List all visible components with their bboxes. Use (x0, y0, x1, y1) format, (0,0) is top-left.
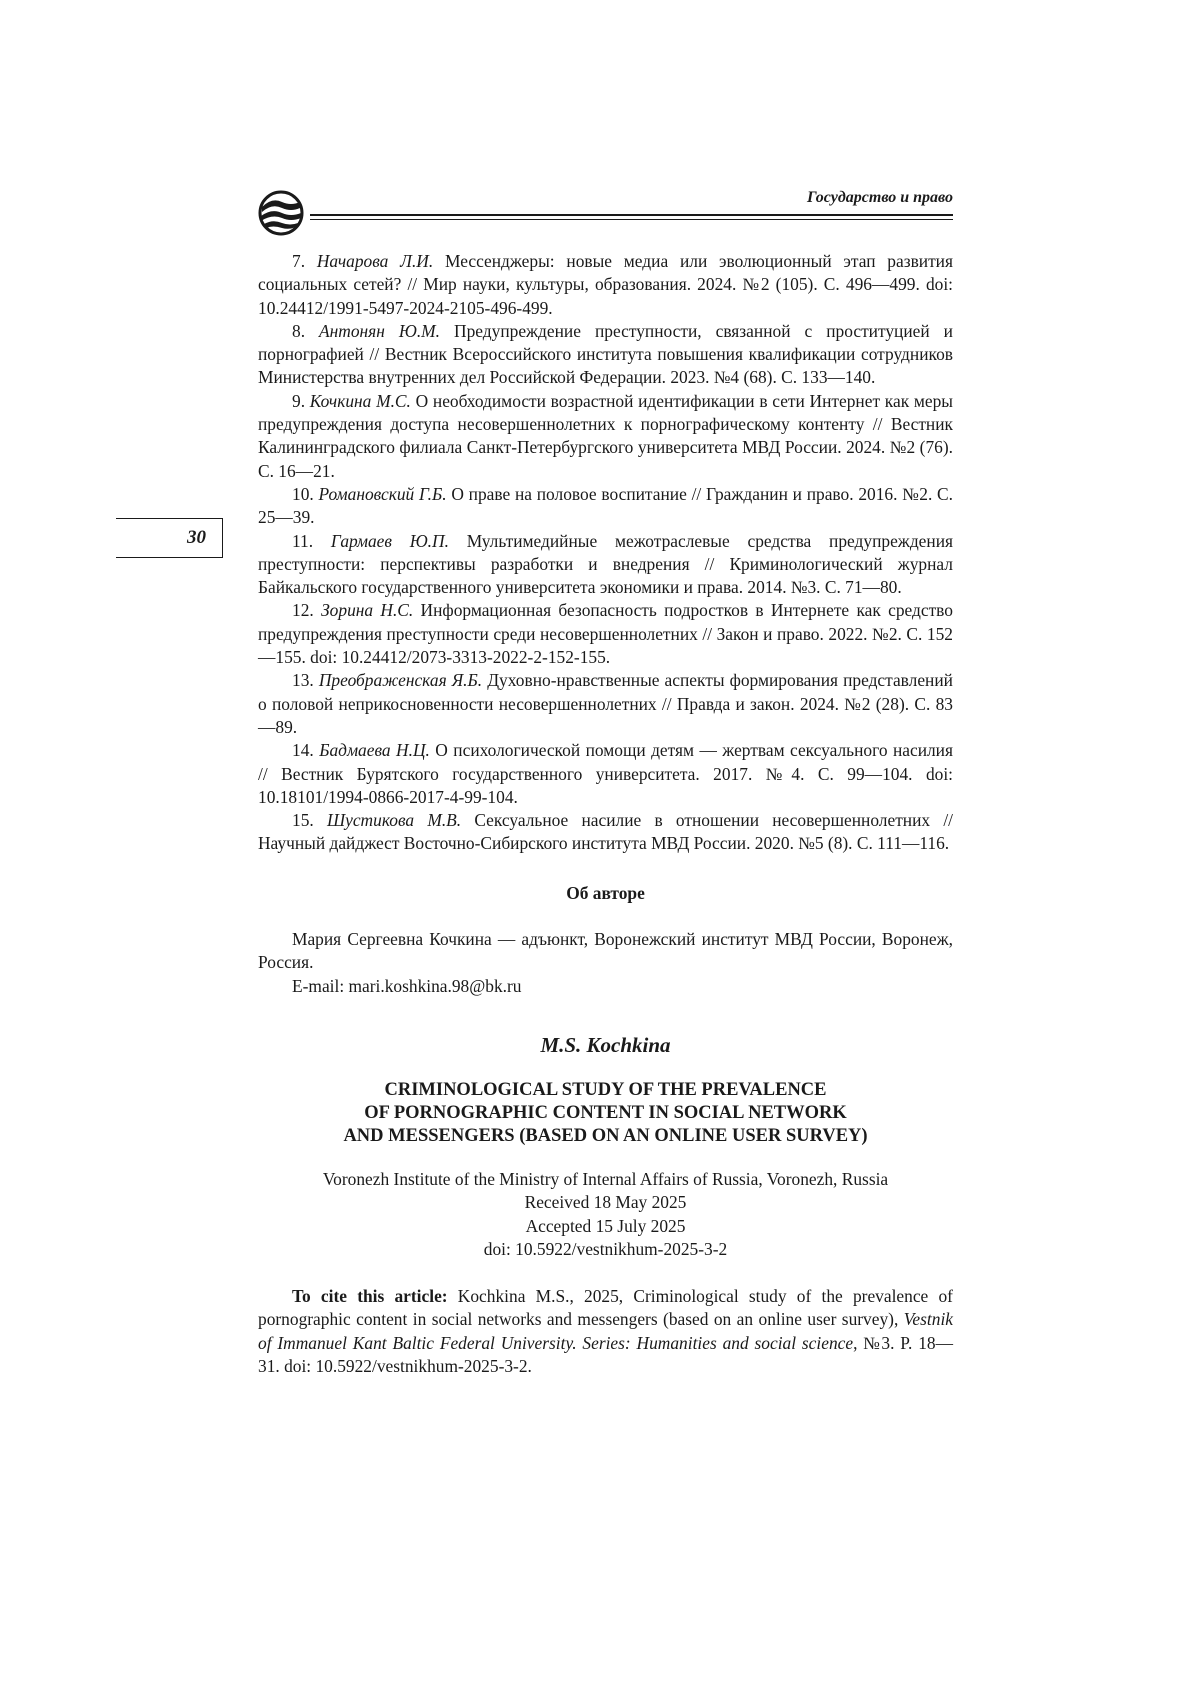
reference-author: Антонян Ю.М. (319, 320, 441, 341)
running-title: Государство и право (806, 189, 953, 206)
reference-author: Кочкина М.С. (309, 390, 411, 411)
citation-text-after: , №3. P. 18—31. doi: 10.5922/vestnikhum-2025-3-2. (258, 1332, 953, 1376)
english-title-line: CRIMINOLOGICAL STUDY OF THE PREVALENCE (384, 1079, 827, 1100)
page-number: 30 (187, 527, 206, 548)
reference-number: 8. (292, 320, 306, 341)
reference-item (258, 483, 953, 530)
header-rule-thin (310, 219, 953, 220)
english-title-line: OF PORNOGRAPHIC CONTENT IN SOCIAL NETWORK (364, 1102, 847, 1123)
english-title-line: AND MESSENGERS (BASED ON AN ONLINE USER SURVEY) (343, 1125, 868, 1146)
reference-text: Мессенджеры: новые медиа или эволюционный этап развития социальных сетей? // Мир науки, культуры, образования. 2024. №2 (105). С. 496—499. doi: 10.24412/1991-5497-2024-2105-496-499. (258, 251, 953, 318)
reference-text: Мультимедийные межотраслевые средства предупреждения преступности: перспективы разработки и внедрения // Криминологический журнал Байкальского государственного университета экономики и права. 2014. №3. С. 71—80. (258, 530, 953, 598)
reference-number: 13. (292, 670, 314, 691)
english-title (258, 1079, 953, 1148)
reference-author: Романовский Г.Б. (318, 483, 447, 504)
reference-text: Информационная безопасность подростков в Интернете как средство предупреждения преступности среди несовершеннолетних // Закон и право. 2022. №2. С. 152—155. doi: 10.24412/2073-3313-2022-2-152-155. (258, 600, 953, 668)
reference-text: О психологической помощи детям — жертвам сексуального насилия // Вестник Бурятского государственного университета. 2017. №4. С. 99—104. doi: 10.18101/1994-0866-2017-4-99-104. (258, 740, 953, 807)
citation-text-before: Kochkina M.S., 2025, Criminological study of the prevalence of pornographic content in social networks and messengers (based on an online user survey), (258, 1286, 953, 1330)
accepted-date: Accepted 15 July 2025 (525, 1215, 686, 1236)
reference-text: Сексуальное насилие в отношении несовершеннолетних // Научный дайджест Восточно-Сибирского института МВД России. 2020. №5 (8). С. 111—116. (258, 810, 953, 854)
reference-number: 15. (292, 810, 314, 831)
citation-label: To cite this article: (292, 1286, 448, 1307)
reference-item (258, 390, 953, 483)
reference-author: Гармаев Ю.П. (330, 530, 449, 551)
reference-text: Предупреждение преступности, связанной с проституцией и порнографией // Вестник Всероссийского института повышения квалификации сотрудников Министерства внутренних дел Российской Федерации. 2023. №4 (68). С. 133—140. (258, 320, 953, 388)
citation-journal: Vestnik of Immanuel Kant Baltic Federal University. Series: Humanities and social science (258, 1309, 953, 1353)
english-metadata (258, 1168, 953, 1261)
reference-item (258, 599, 953, 669)
english-author: M.S. Kochkina (540, 1032, 671, 1057)
author-email: E-mail: mari.koshkina.98@bk.ru (292, 975, 522, 996)
reference-item (258, 809, 953, 856)
reference-author: Шустикова М.В. (326, 810, 462, 831)
reference-item (258, 250, 953, 320)
reference-number: 11. (292, 530, 314, 551)
reference-number: 7. (292, 251, 306, 271)
reference-number: 10. (292, 483, 314, 504)
reference-item (258, 530, 953, 600)
reference-number: 14. (292, 740, 314, 761)
reference-item (258, 320, 953, 390)
page-content (258, 250, 953, 1378)
reference-number: 12. (292, 600, 314, 621)
received-date: Received 18 May 2025 (524, 1192, 687, 1213)
english-affiliation: Voronezh Institute of the Ministry of Internal Affairs of Russia, Voronezh, Russia (322, 1168, 889, 1189)
reference-item (258, 669, 953, 739)
header-rule-thick (310, 214, 953, 216)
about-heading: Об авторе (566, 882, 645, 903)
article-doi: doi: 10.5922/vestnikhum-2025-3-2 (483, 1238, 728, 1259)
about-text: Мария Сергеевна Кочкина — адъюнкт, Воронежский институт МВД России, Воронеж, Россия. (258, 929, 953, 973)
reference-text: О праве на половое воспитание // Гражданин и право. 2016. №2. С. 25—39. (258, 483, 954, 528)
citation (258, 1285, 953, 1378)
reference-author: Зорина Н.С. (321, 600, 414, 621)
reference-item (258, 739, 953, 809)
page-header (258, 186, 953, 236)
journal-logo-icon (258, 190, 304, 236)
reference-author: Начарова Л.И. (316, 251, 434, 271)
reference-text: Духовно-нравственные аспекты формирования представлений о половой неприкосновенности несовершеннолетних // Правда и закон. 2024. №2 (28). С. 83—89. (258, 670, 953, 737)
reference-author: Преображенская Я.Б. (318, 670, 483, 691)
reference-author: Бадмаева Н.Ц. (319, 740, 430, 761)
reference-number: 9. (292, 390, 306, 411)
reference-text: О необходимости возрастной идентификации в сети Интернет как меры предупреждения доступа несовершеннолетних к порнографическому контенту // Вестник Калининградского филиала Санкт-Петербургского университета МВД России. 2024. №2 (76). С. 16—21. (258, 390, 953, 481)
reference-list (258, 250, 953, 856)
page-number-box (116, 518, 223, 558)
